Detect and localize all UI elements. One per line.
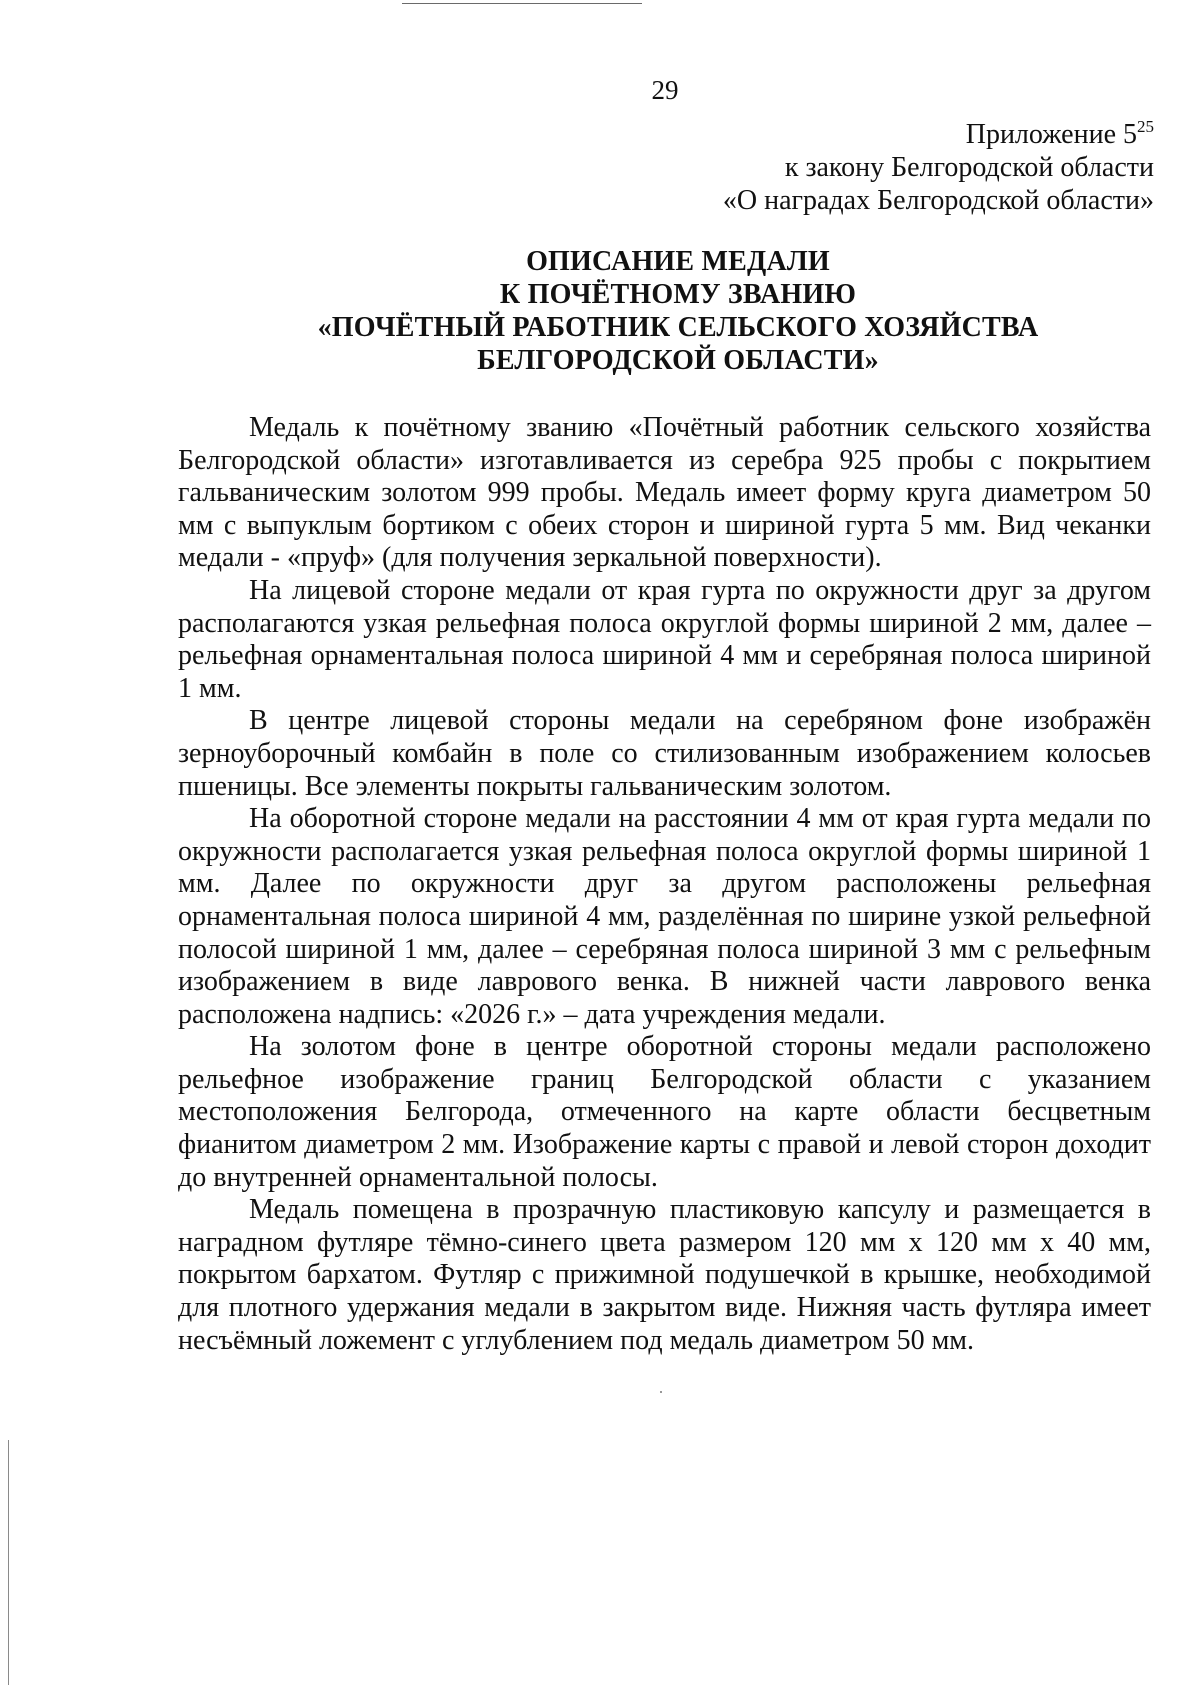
document-title — [178, 245, 1178, 377]
title-line-3: «ПОЧЁТНЫЙ РАБОТНИК СЕЛЬСКОГО ХОЗЯЙСТВА — [317, 312, 1039, 343]
title-line-1: ОПИСАНИЕ МЕДАЛИ — [526, 246, 830, 277]
paragraph-reverse-center: На золотом фоне в центре оборотной стороны медали расположено рельефное изображение границ Белгородской области с указанием местоположения Белгорода, отмеченного на карте области бесцветным фианитом диаметром 2 мм. Изображение карты с правой и левой сторон доходит до внутренней орнаментальной полосы. — [178, 1031, 1151, 1193]
appendix-title — [723, 118, 1154, 151]
appendix-header — [723, 118, 1154, 217]
paragraph-reverse-rim: На оборотной стороне медали на расстоянии 4 мм от края гурта медали по окружности располагается узкая рельефная полоса округлой формы шириной 1 мм. Далее по окружности друг за другом расположены рельефная орнаментальная полоса шириной 4 мм, разделённая по ширине узкой рельефной полосой шириной 1 мм, далее – серебряная полоса шириной 3 мм с рельефным изображением в виде лаврового венка. В нижней части лаврового венка расположена надпись: «2026 г.» – дата учреждения медали. — [178, 803, 1151, 1030]
scan-artifact-dot — [660, 1391, 662, 1393]
scan-artifact-line — [402, 3, 642, 4]
appendix-superscript: 25 — [1137, 117, 1154, 136]
appendix-law-reference: к закону Белгородской области — [784, 152, 1154, 183]
scan-artifact-margin-line — [8, 1440, 9, 1685]
appendix-law-name: «О наградах Белгородской области» — [722, 185, 1154, 216]
title-line-2: К ПОЧЁТНОМУ ЗВАНИЮ — [499, 279, 857, 310]
paragraph-material: Медаль к почётному званию «Почётный работник сельского хозяйства Белгородской области» изготавливается из серебра 925 пробы с покрытием гальваническим золотом 999 пробы. Медаль имеет форму круга диаметром 50 мм с выпуклым бортиком с обеих сторон и шириной гурта 5 мм. Вид чеканки медали - «пруф» (для получения зеркальной поверхности). — [178, 412, 1151, 574]
title-line-4: БЕЛГОРОДСКОЙ ОБЛАСТИ» — [477, 345, 879, 376]
paragraph-obverse-center: В центре лицевой стороны медали на серебряном фоне изображён зерноуборочный комбайн в поле со стилизованным изображением колосьев пшеницы. Все элементы покрыты гальваническим золотом. — [178, 705, 1151, 802]
page-number: 29 — [651, 75, 679, 105]
document-body — [178, 412, 1151, 1357]
paragraph-obverse-rim: На лицевой стороне медали от края гурта по окружности друг за другом располагаются узкая рельефная полоса округлой формы шириной 2 мм, далее – рельефная орнаментальная полоса шириной 4 мм и серебряная полоса шириной 1 мм. — [178, 574, 1151, 704]
appendix-prefix: Приложение 5 — [965, 119, 1137, 150]
paragraph-case: Медаль помещена в прозрачную пластиковую капсулу и размещается в наградном футляре тёмно-синего цвета размером 120 мм х 120 мм х 40 мм, покрытом бархатом. Футляр с прижимной подушечкой в крышке, необходимой для плотного удержания медали в закрытом виде. Нижняя часть футляра имеет несъёмный ложемент с углублением под медаль диаметром 50 мм. — [178, 1194, 1151, 1356]
